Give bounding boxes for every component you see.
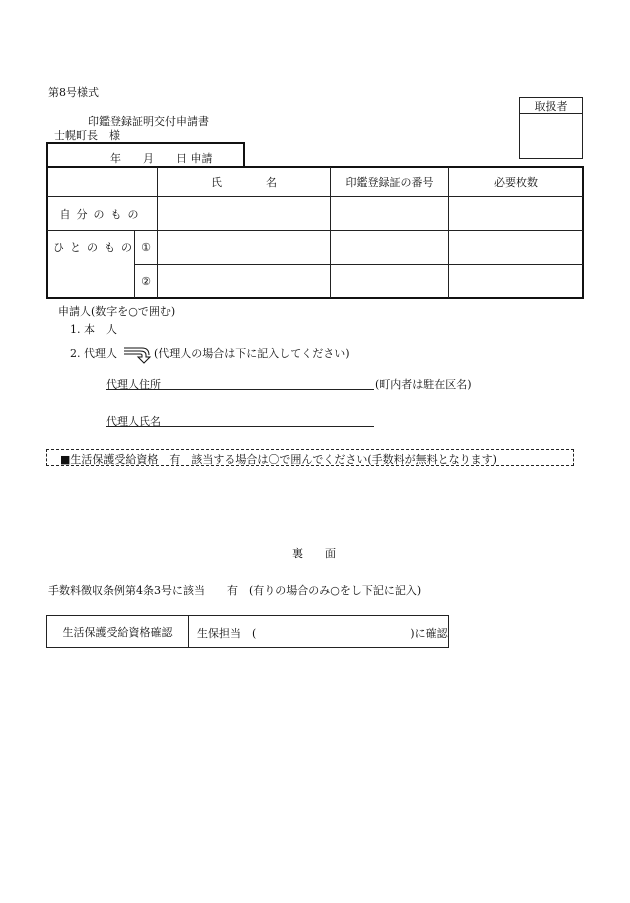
self-name-cell[interactable]	[158, 197, 330, 230]
applicant-option-self[interactable]: 1. 本 人	[70, 323, 117, 336]
other2-copies-cell[interactable]	[449, 265, 583, 298]
row-label-self: 自分のもの	[59, 207, 145, 221]
other1-seal-number-cell[interactable]	[331, 231, 448, 264]
header-seal-number: 印鑑登録証の番号	[345, 175, 434, 189]
row-sub-1: ①	[141, 241, 151, 254]
applicant-option-proxy[interactable]: 2. 代理人	[70, 347, 117, 360]
handler-label: 取扱者	[534, 99, 568, 113]
addressee: 士幌町長 様	[54, 129, 120, 142]
proxy-address-note: (町内者は駐在区名)	[375, 378, 472, 391]
self-copies-cell[interactable]	[449, 197, 583, 230]
fee-clause-line: 手数料徴収条例第4条3号に該当 有 (有りの場合のみ○をし下記に記入)	[48, 584, 422, 597]
other2-name-cell[interactable]	[158, 265, 330, 298]
header-name: 氏 名	[211, 175, 277, 189]
handler-stamp-area[interactable]	[519, 113, 583, 159]
welfare-confirm-label: 生活保護受給資格確認	[62, 625, 173, 639]
proxy-address-label: 代理人住所	[106, 378, 161, 391]
row-label-others: ひとのもの	[53, 241, 138, 254]
proxy-name-label: 代理人氏名	[106, 415, 161, 428]
applicant-heading: 申請人(数字を○で囲む)	[58, 305, 176, 318]
self-seal-number-cell[interactable]	[331, 197, 448, 230]
arrow-right-down-icon	[124, 345, 156, 365]
confirm-col-divider	[188, 616, 189, 647]
other1-name-cell[interactable]	[158, 231, 330, 264]
header-copies: 必要枚数	[494, 175, 538, 189]
form-number: 第8号様式	[48, 86, 99, 99]
welfare-confirm-value[interactable]: 生保担当 ( )に確認	[197, 627, 448, 640]
date-tab	[46, 142, 245, 168]
form-title: 印鑑登録証明交付申請書	[88, 115, 209, 128]
other1-copies-cell[interactable]	[449, 231, 583, 264]
proxy-instruction: (代理人の場合は下に記入してください)	[154, 347, 350, 360]
back-heading: 裏 面	[292, 547, 336, 560]
welfare-notice-text: ■生活保護受給資格 有 該当する場合は〇で囲んでください(手数料が無料となります)	[60, 453, 497, 466]
other2-seal-number-cell[interactable]	[331, 265, 448, 298]
row-sub-2: ②	[141, 275, 151, 288]
date-application-text: 年 月 日 申請	[110, 152, 213, 165]
welfare-notice-box	[46, 449, 574, 466]
proxy-address-line[interactable]	[106, 389, 374, 390]
handler-label-cell	[519, 97, 583, 114]
proxy-name-line[interactable]	[106, 426, 374, 427]
